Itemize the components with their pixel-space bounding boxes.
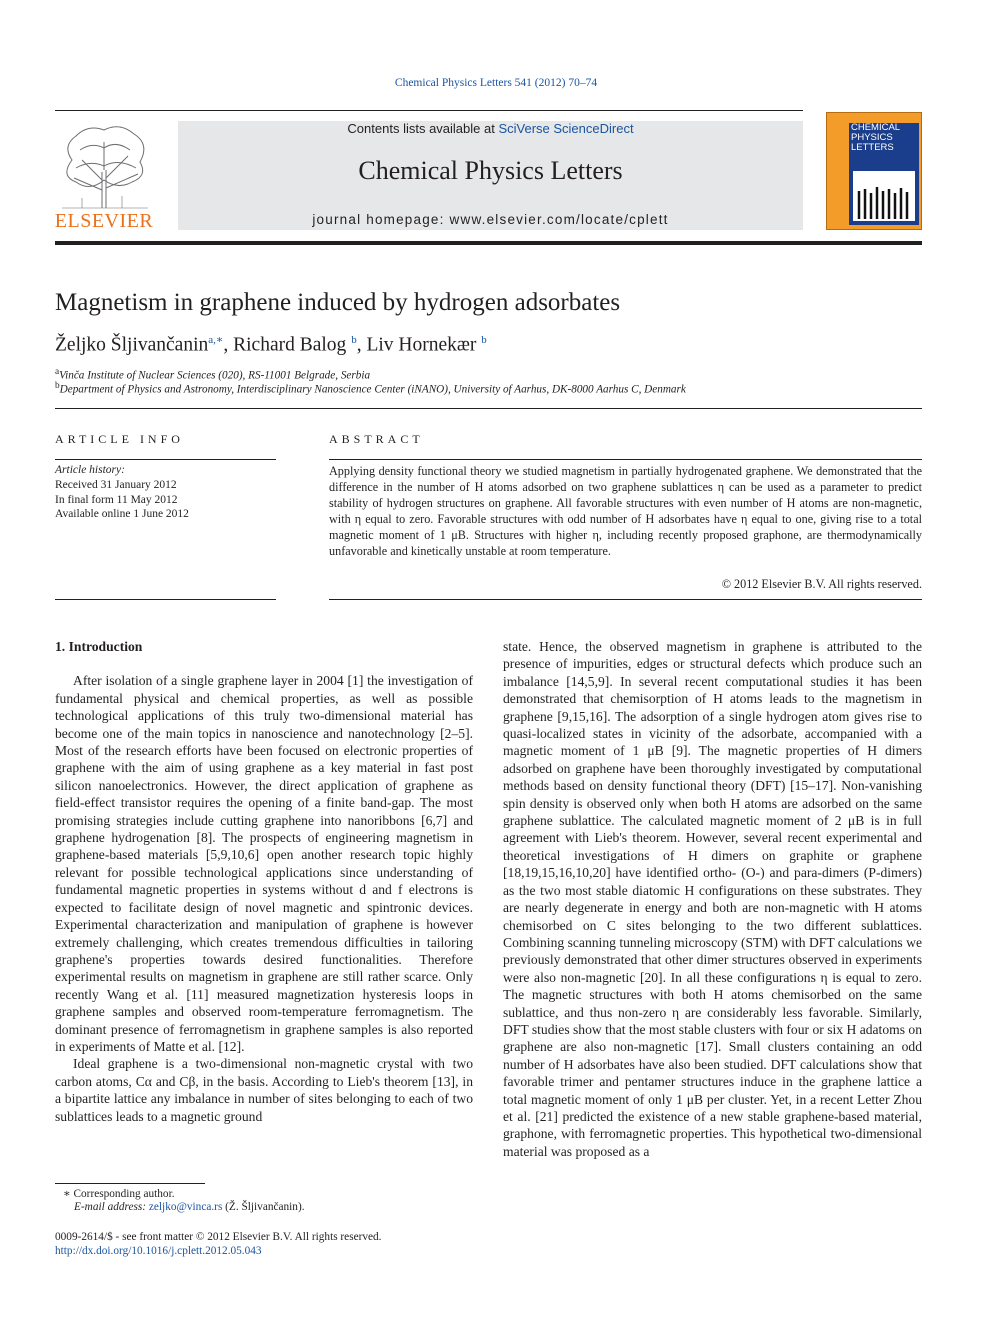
author-name: Liv Hornekær bbox=[366, 334, 477, 356]
abstract-heading: ABSTRACT bbox=[329, 432, 424, 446]
online-date: Available online 1 June 2012 bbox=[55, 508, 189, 521]
article-info-rule-bottom bbox=[55, 599, 276, 600]
body-paragraph: After isolation of a single graphene layer in 2004 [1] the investigation of fundamental physical and chemical properties, as well as possible technological applications of this truly two-dimensional material has become one of the main topics in nanoscience and nanotechnology [2–5]. Most of the research efforts have been focused on electronic properties of graphene with the aim of using graphene as a key material in fast post silicon nanoelectronics. However, the direct application of graphene as field-effect transistor requires the opening of a finite band-gap. The most promising strategies include cutting graphene into nanoribbons [6,7] and graphene hydrogenation [8]. The prospects of engineering magnetism in graphene-based materials [5,9,10,6] open another research topic highly relevant for possible technological applications since understanding of fundamental magnetic properties in systems without d and f electrons is expected to facilitate design of novel magnetic and spintronic devices. Experimental characterization and manipulation of graphene is however extremely challenging, which creates tremendous difficulties in tailoring graphene's properties towards desired functionalities. Therefore experimental results on magnetism in graphene are still rather scarce. Only recently Wang et al. [11] measured magnetization hysteresis loops in graphene samples and observed room-temperature ferromagnetism. The dominant presence of ferromagnetism in graphene samples is also reported in experiments of Matte et al. [12]. bbox=[55, 673, 473, 1054]
header-thick-rule bbox=[55, 241, 922, 245]
journal-homepage[interactable]: journal homepage: www.elsevier.com/locate/cplett bbox=[312, 212, 669, 227]
abstract-rule-top bbox=[329, 459, 922, 460]
contents-line bbox=[178, 121, 803, 136]
affiliation-a bbox=[55, 367, 370, 382]
email-owner: (Ž. Šljivančanin). bbox=[225, 1201, 305, 1213]
contents-prefix: Contents lists available at bbox=[347, 121, 499, 136]
email-link[interactable]: zeljko@vinca.rs bbox=[148, 1201, 223, 1213]
abstract-text: Applying density functional theory we studied magnetism in partially hydrogenated graphene. We demonstrated that the difference in the number of H atoms adsorbed on two graphene sublattices η can be used as a parameter to predict stability of hydrogen structures on graphene. All favorable structures with even number of H atoms are non-magnetic, with η equal to zero. Favorable structures with odd number of H adsorbates have η equal to one, giving rise to a total magnetic moment of 1 μB. Structures with higher η, including recently proposed graphone, are thermodynamically unfavorable and kinetically unstable at room temperature. bbox=[329, 464, 922, 558]
journal-cover-thumbnail bbox=[826, 112, 922, 230]
history-label: Article history: bbox=[55, 464, 125, 476]
article-info-rule-top bbox=[55, 459, 276, 460]
email-footnote bbox=[74, 1201, 305, 1213]
abstract-copyright: © 2012 Elsevier B.V. All rights reserved. bbox=[721, 577, 922, 591]
body-column-left bbox=[55, 638, 473, 1125]
received-date: Received 31 January 2012 bbox=[55, 478, 177, 491]
footnote-rule bbox=[55, 1183, 205, 1184]
author-affiliation-mark[interactable]: a,∗ bbox=[208, 334, 224, 346]
author-name: Željko Šljivančanin bbox=[55, 334, 209, 356]
affiliation-mark: b bbox=[55, 381, 60, 391]
article-history bbox=[55, 463, 276, 522]
article-info-heading: ARTICLE INFO bbox=[55, 432, 184, 446]
final-form-date: In final form 11 May 2012 bbox=[55, 493, 178, 506]
sciencedirect-link[interactable]: SciVerse ScienceDirect bbox=[498, 121, 634, 136]
body-column-right bbox=[503, 638, 922, 1160]
email-label: E-mail address: bbox=[74, 1201, 147, 1213]
body-paragraph: Ideal graphene is a two-dimensional non-magnetic crystal with two carbon atoms, Cα and Cβ, in the basis. According to Lieb's theorem [13], in a bipartite lattice any imbalance in number of sites belonging to each of two sublattices leads to a magnetic ground bbox=[55, 1056, 473, 1124]
cover-figure bbox=[853, 171, 915, 221]
doi-link[interactable]: http://dx.doi.org/10.1016/j.cplett.2012.05.043 bbox=[55, 1245, 262, 1257]
affiliation-mark: a bbox=[55, 367, 60, 377]
affiliation-rule bbox=[55, 408, 922, 409]
author-name: Richard Balog bbox=[233, 334, 347, 356]
affiliation-text: Vinča Institute of Nuclear Sciences (020), RS-11001 Belgrade, Serbia bbox=[59, 369, 371, 382]
cover-title: CHEMICAL PHYSICS LETTERS bbox=[851, 122, 900, 153]
section-heading: 1. Introduction bbox=[55, 639, 143, 654]
journal-title: Chemical Physics Letters bbox=[358, 156, 623, 185]
author-affiliation-mark[interactable]: b bbox=[351, 334, 357, 346]
corresponding-author-note: ∗ Corresponding author. bbox=[63, 1188, 175, 1200]
publisher-name: ELSEVIER bbox=[54, 210, 154, 232]
author-list: Željko Šljivančanin$^{a,∗}$, Richard Balog $^b$, Liv Hornekær $^b$ bbox=[55, 334, 487, 356]
journal-reference[interactable]: Chemical Physics Letters 541 (2012) 70–74 bbox=[394, 77, 598, 89]
affiliation-text: Department of Physics and Astronomy, Interdisciplinary Nanoscience Center (iNANO), University of Aarhus, DK-8000 Aarhus C, Denmark bbox=[59, 383, 686, 396]
abstract-rule-bottom bbox=[329, 599, 922, 600]
author-affiliation-mark[interactable]: b bbox=[481, 334, 487, 346]
body-paragraph: state. Hence, the observed magnetism in graphene is attributed to the presence of impurities, edges or structural defects which produce such an imbalance [14,5,9]. In several recent computational studies it has been demonstrated that chemisorption of H atoms leads to the magnetism in graphene [9,15,16]. The adsorption of a single hydrogen atom gives rise to quasi-localized states in vicinity of the adsorbate, accompanied with a magnetic moment of 1 μB [9]. The magnetic properties of H dimers adsorbed on graphene have been thoroughly investigated by computational methods based on density functional theory (DFT) [15–17]. Non-vanishing spin density is observed only when both H atoms are adsorbed on the same graphene sublattice. The calculated magnetic moment of 2 μB is in full agreement with Lieb's theorem. However, several recent experimental and theoretical investigations of H dimers on graphite or graphene [18,19,15,16,10,20] have identified ortho- (O-) and para-dimers (P-dimers) as the two most stable diatomic H configurations on these substrates. They are nearly degenerate in energy and both are non-magnetic with H atoms chemisorbed on C sites belonging to the two different sublattices. Combining scanning tunneling microscopy (STM) with DFT calculations we previously demonstrated that other dimer structures observed in experiments were also non-magnetic [20]. In all these configurations η is equal to zero. The magnetic structures with both H atoms chemisorbed on the same sublattice, and thus non-zero η are considerably less favorable. Similarly, DFT studies show that the most stable clusters with four or six H adatoms on graphene are also non-magnetic [17]. Small clusters containing an odd number of H adsorbates have also been studied. DFT calculations show that favorable trimer and pentamer structures induce in the graphene lattice a total magnetic moment of only 1 μB per cluster. Yet, in a recent Letter Zhou et al. [21] predicted the existence of a new stable graphene-based material, graphone, with ferromagnetic properties. This hypothetical two-dimensional material was proposed as a bbox=[503, 639, 922, 1159]
article-title: Magnetism in graphene induced by hydrogen adsorbates bbox=[55, 289, 621, 316]
affiliation-b bbox=[55, 381, 686, 396]
header-rule bbox=[55, 110, 803, 111]
issn-line: 0009-2614/$ - see front matter © 2012 Elsevier B.V. All rights reserved. bbox=[55, 1231, 382, 1243]
